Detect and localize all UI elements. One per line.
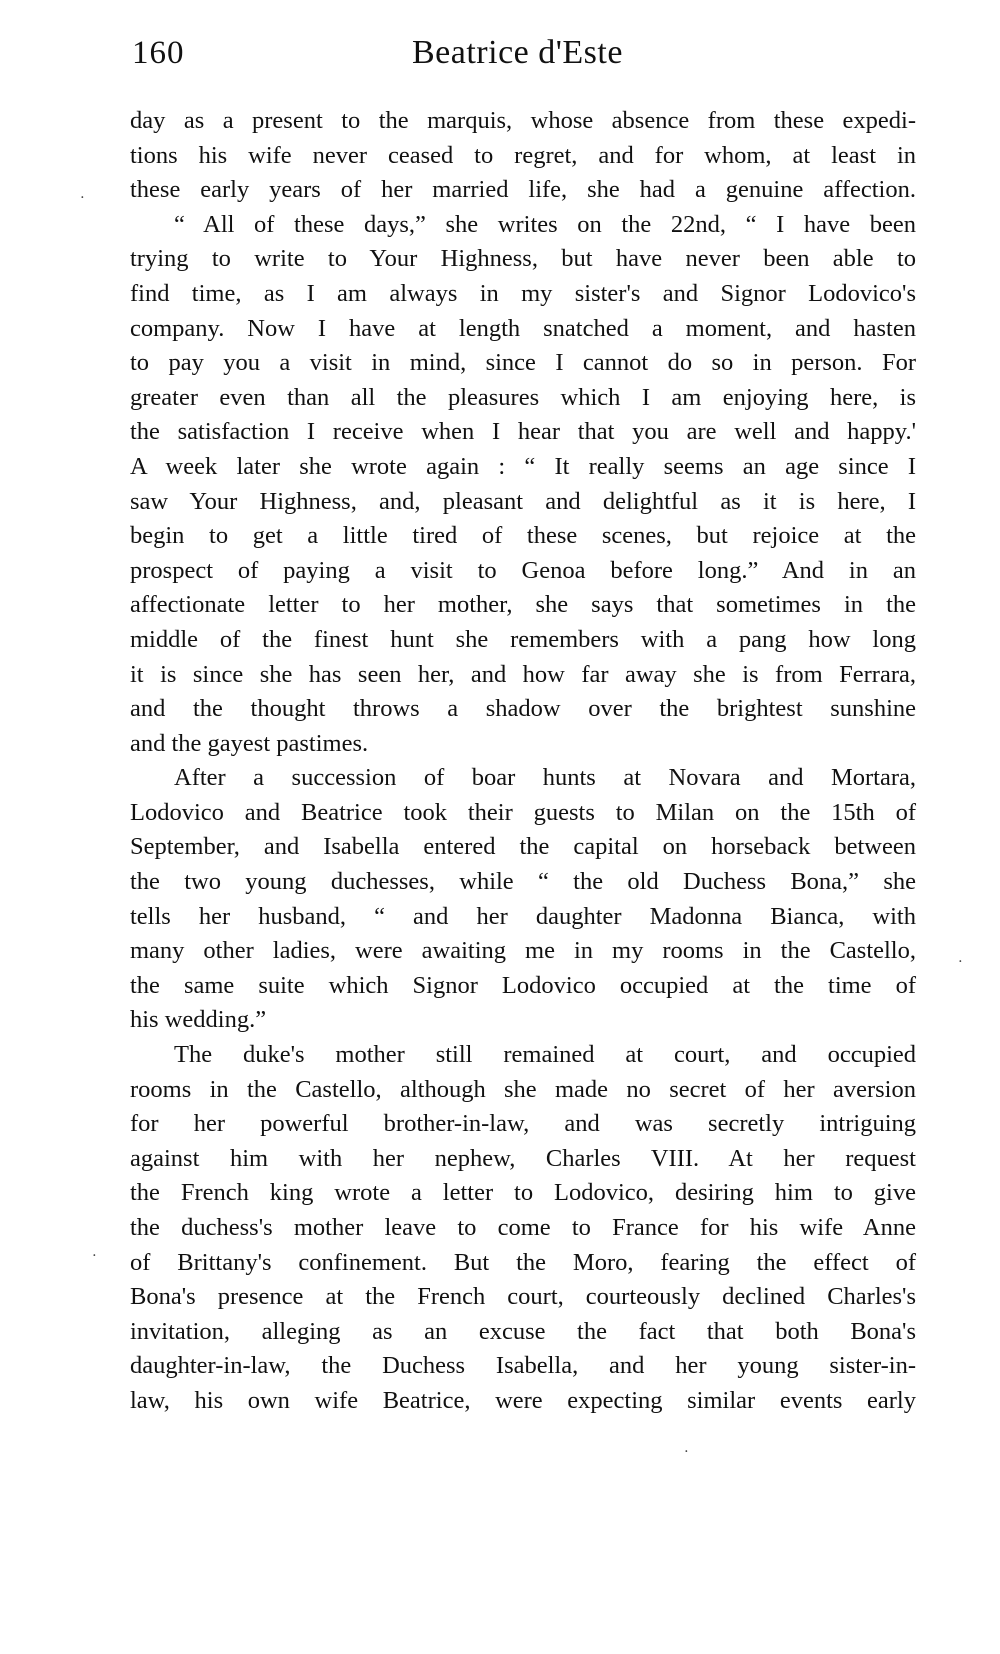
text-line: it is since she has seen her, and how far away she is from Ferrara, — [130, 660, 916, 688]
paragraph-first-line: After a succession of boar hunts at Novara and Mortara, — [174, 764, 916, 792]
text-line: saw Your Highness, and, pleasant and delightful as it is here, I — [130, 487, 916, 515]
text-line: Bona's presence at the French court, courteously declined Charles's — [130, 1283, 916, 1311]
text-line: the satisfaction I receive when I hear that you are well and happy.' — [130, 418, 916, 446]
text-line: company. Now I have at length snatched a moment, and hasten — [130, 314, 916, 342]
margin-speck: ․ — [80, 187, 85, 202]
paragraph-first-line: “ All of these days,” she writes on the 22nd, “ I have been — [174, 210, 916, 238]
text-line: daughter-in-law, the Duchess Isabella, and her young sister-in- — [130, 1352, 916, 1380]
text-line: law, his own wife Beatrice, were expecting similar events early — [130, 1386, 916, 1414]
text-line: begin to get a little tired of these scenes, but rejoice at the — [130, 522, 916, 550]
paragraph-last-line: and the gayest pastimes. — [130, 729, 369, 757]
text-line: trying to write to Your Highness, but have never been able to — [130, 245, 916, 273]
text-line: the duchess's mother leave to come to France for his wife Anne — [130, 1214, 916, 1241]
text-line: affectionate letter to her mother, she says that sometimes in the — [130, 591, 916, 619]
body-text — [130, 104, 916, 1419]
text-line: for her powerful brother-in-law, and was secretly intriguing — [130, 1110, 916, 1138]
text-line: A week later she wrote again : “ It really seems an age since I — [130, 452, 916, 480]
text-line: the French king wrote a letter to Lodovico, desiring him to give — [130, 1179, 916, 1207]
text-line: to pay you a visit in mind, since I cannot do so in person. For — [130, 349, 916, 377]
running-head — [132, 28, 916, 78]
margin-speck: ․ — [684, 1441, 689, 1456]
text-line: middle of the finest hunt she remembers with a pang how long — [130, 625, 916, 653]
page-number: 160 — [132, 35, 185, 71]
text-line: greater even than all the pleasures which I am enjoying here, is — [130, 383, 916, 411]
margin-speck: ․ — [958, 951, 963, 966]
text-line: of Brittany's confinement. But the Moro, fearing the effect of — [130, 1248, 916, 1276]
running-title: Beatrice d'Este — [412, 34, 623, 71]
text-line: these early years of her married life, she had a genuine affection. — [130, 176, 916, 204]
text-line: September, and Isabella entered the capital on horseback between — [130, 833, 916, 861]
text-line: against him with her nephew, Charles VIII. At her request — [130, 1144, 916, 1172]
paragraph-last-line: his wedding.” — [130, 1006, 267, 1034]
text-line: and the thought throws a shadow over the brightest sunshine — [130, 695, 916, 723]
text-line: find time, as I am always in my sister's and Signor Lodovico's — [130, 279, 916, 307]
paragraph-first-line: The duke's mother still remained at court, and occupied — [174, 1041, 916, 1069]
text-line: rooms in the Castello, although she made no secret of her aversion — [130, 1075, 916, 1103]
text-line: many other ladies, were awaiting me in my rooms in the Castello, — [130, 937, 916, 965]
text-line: day as a present to the marquis, whose absence from these expedi- — [130, 107, 916, 134]
text-line: invitation, alleging as an excuse the fact that both Bona's — [130, 1317, 916, 1345]
text-line: tions his wife never ceased to regret, and for whom, at least in — [130, 141, 916, 169]
text-line: Lodovico and Beatrice took their guests to Milan on the 15th of — [130, 798, 916, 826]
text-line: tells her husband, “ and her daughter Madonna Bianca, with — [130, 902, 916, 930]
text-line: the same suite which Signor Lodovico occupied at the time of — [130, 971, 916, 999]
text-line: prospect of paying a visit to Genoa before long.” And in an — [130, 556, 916, 584]
margin-speck: ․ — [92, 1245, 97, 1260]
text-line: the two young duchesses, while “ the old Duchess Bona,” she — [130, 868, 916, 896]
